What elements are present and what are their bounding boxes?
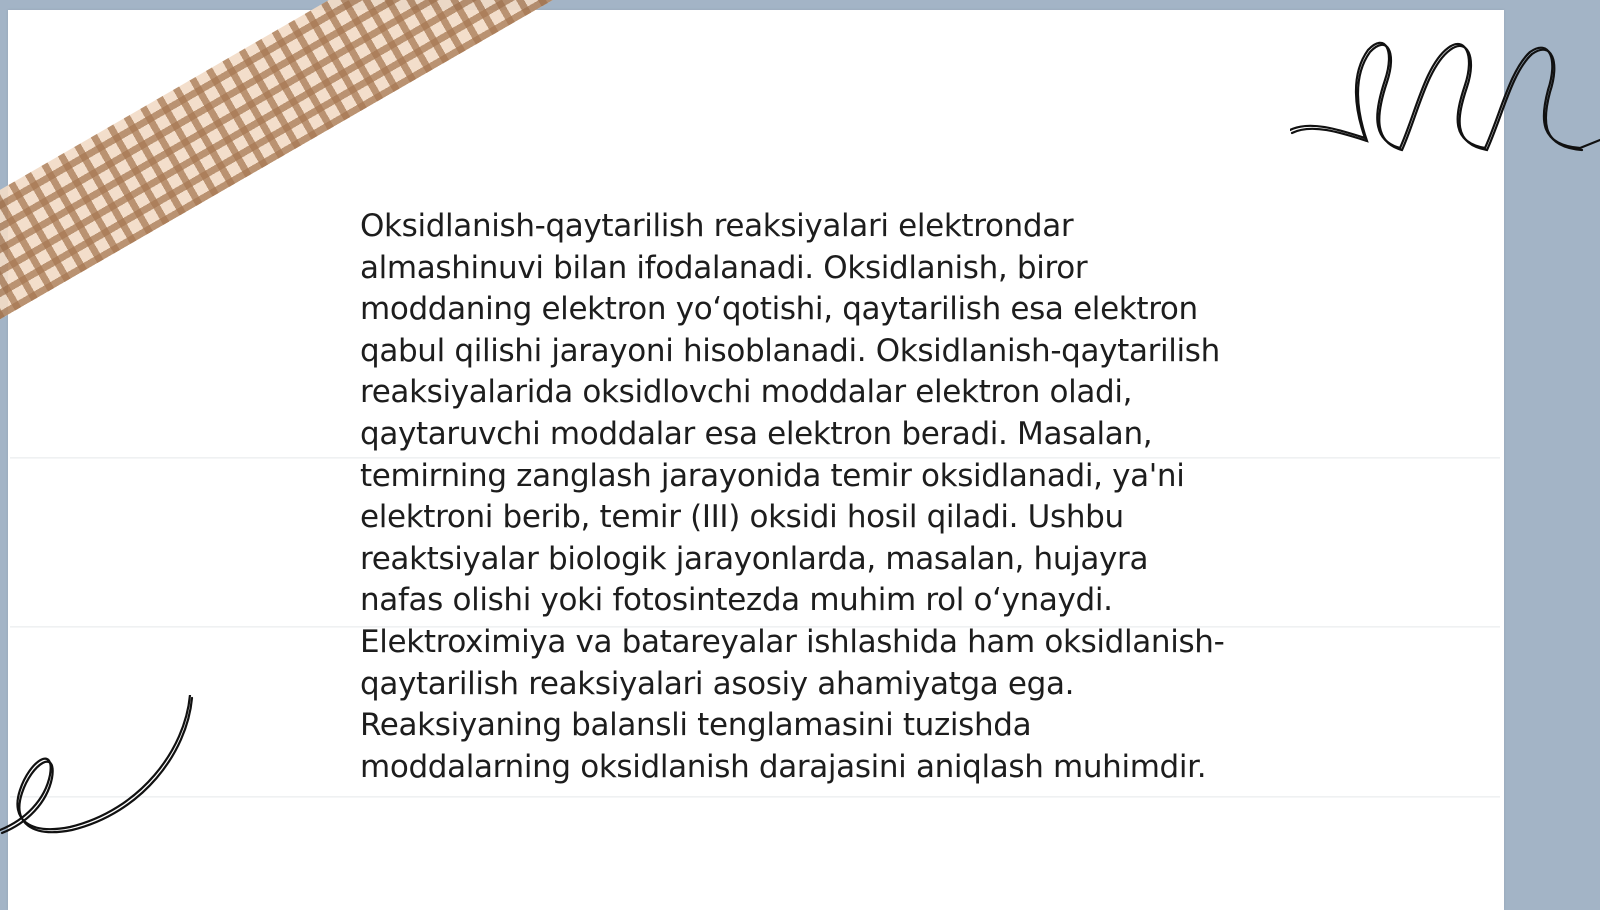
loop-squiggle-icon	[1290, 30, 1600, 170]
paper-fold-line	[10, 796, 1500, 798]
slide-body-text: Oksidlanish-qaytarilish reaksiyalari elektrondar almashinuvi bilan ifodalanadi. Oksidlanish, biror moddaning elektron yo‘qotishi, qaytarilish esa elektron qabul qilishi jarayoni hisoblanadi. Oksidlanish-qaytarilish reaksiyalarida oksidlovchi moddalar elektron oladi, qaytaruvchi moddalar esa elektron beradi. Masalan, temirning zanglash jarayonida temir oksidlanadi, ya'ni elektroni berib, temir (III) oksidi hosil qiladi. Ushbu reaktsiyalar biologik jarayonlarda, masalan, hujayra nafas olishi yoki fotosintezda muhim rol o‘ynaydi. Elektroximiya va batareyalar ishlashida ham oksidlanish-qaytarilish reaksiyalari asosiy ahamiyatga ega. Reaksiyaning balansli tenglamasini tuzishda moddalarning oksidlanish darajasini aniqlash muhimdir.	[360, 208, 1225, 785]
swirl-squiggle-icon	[0, 695, 200, 855]
